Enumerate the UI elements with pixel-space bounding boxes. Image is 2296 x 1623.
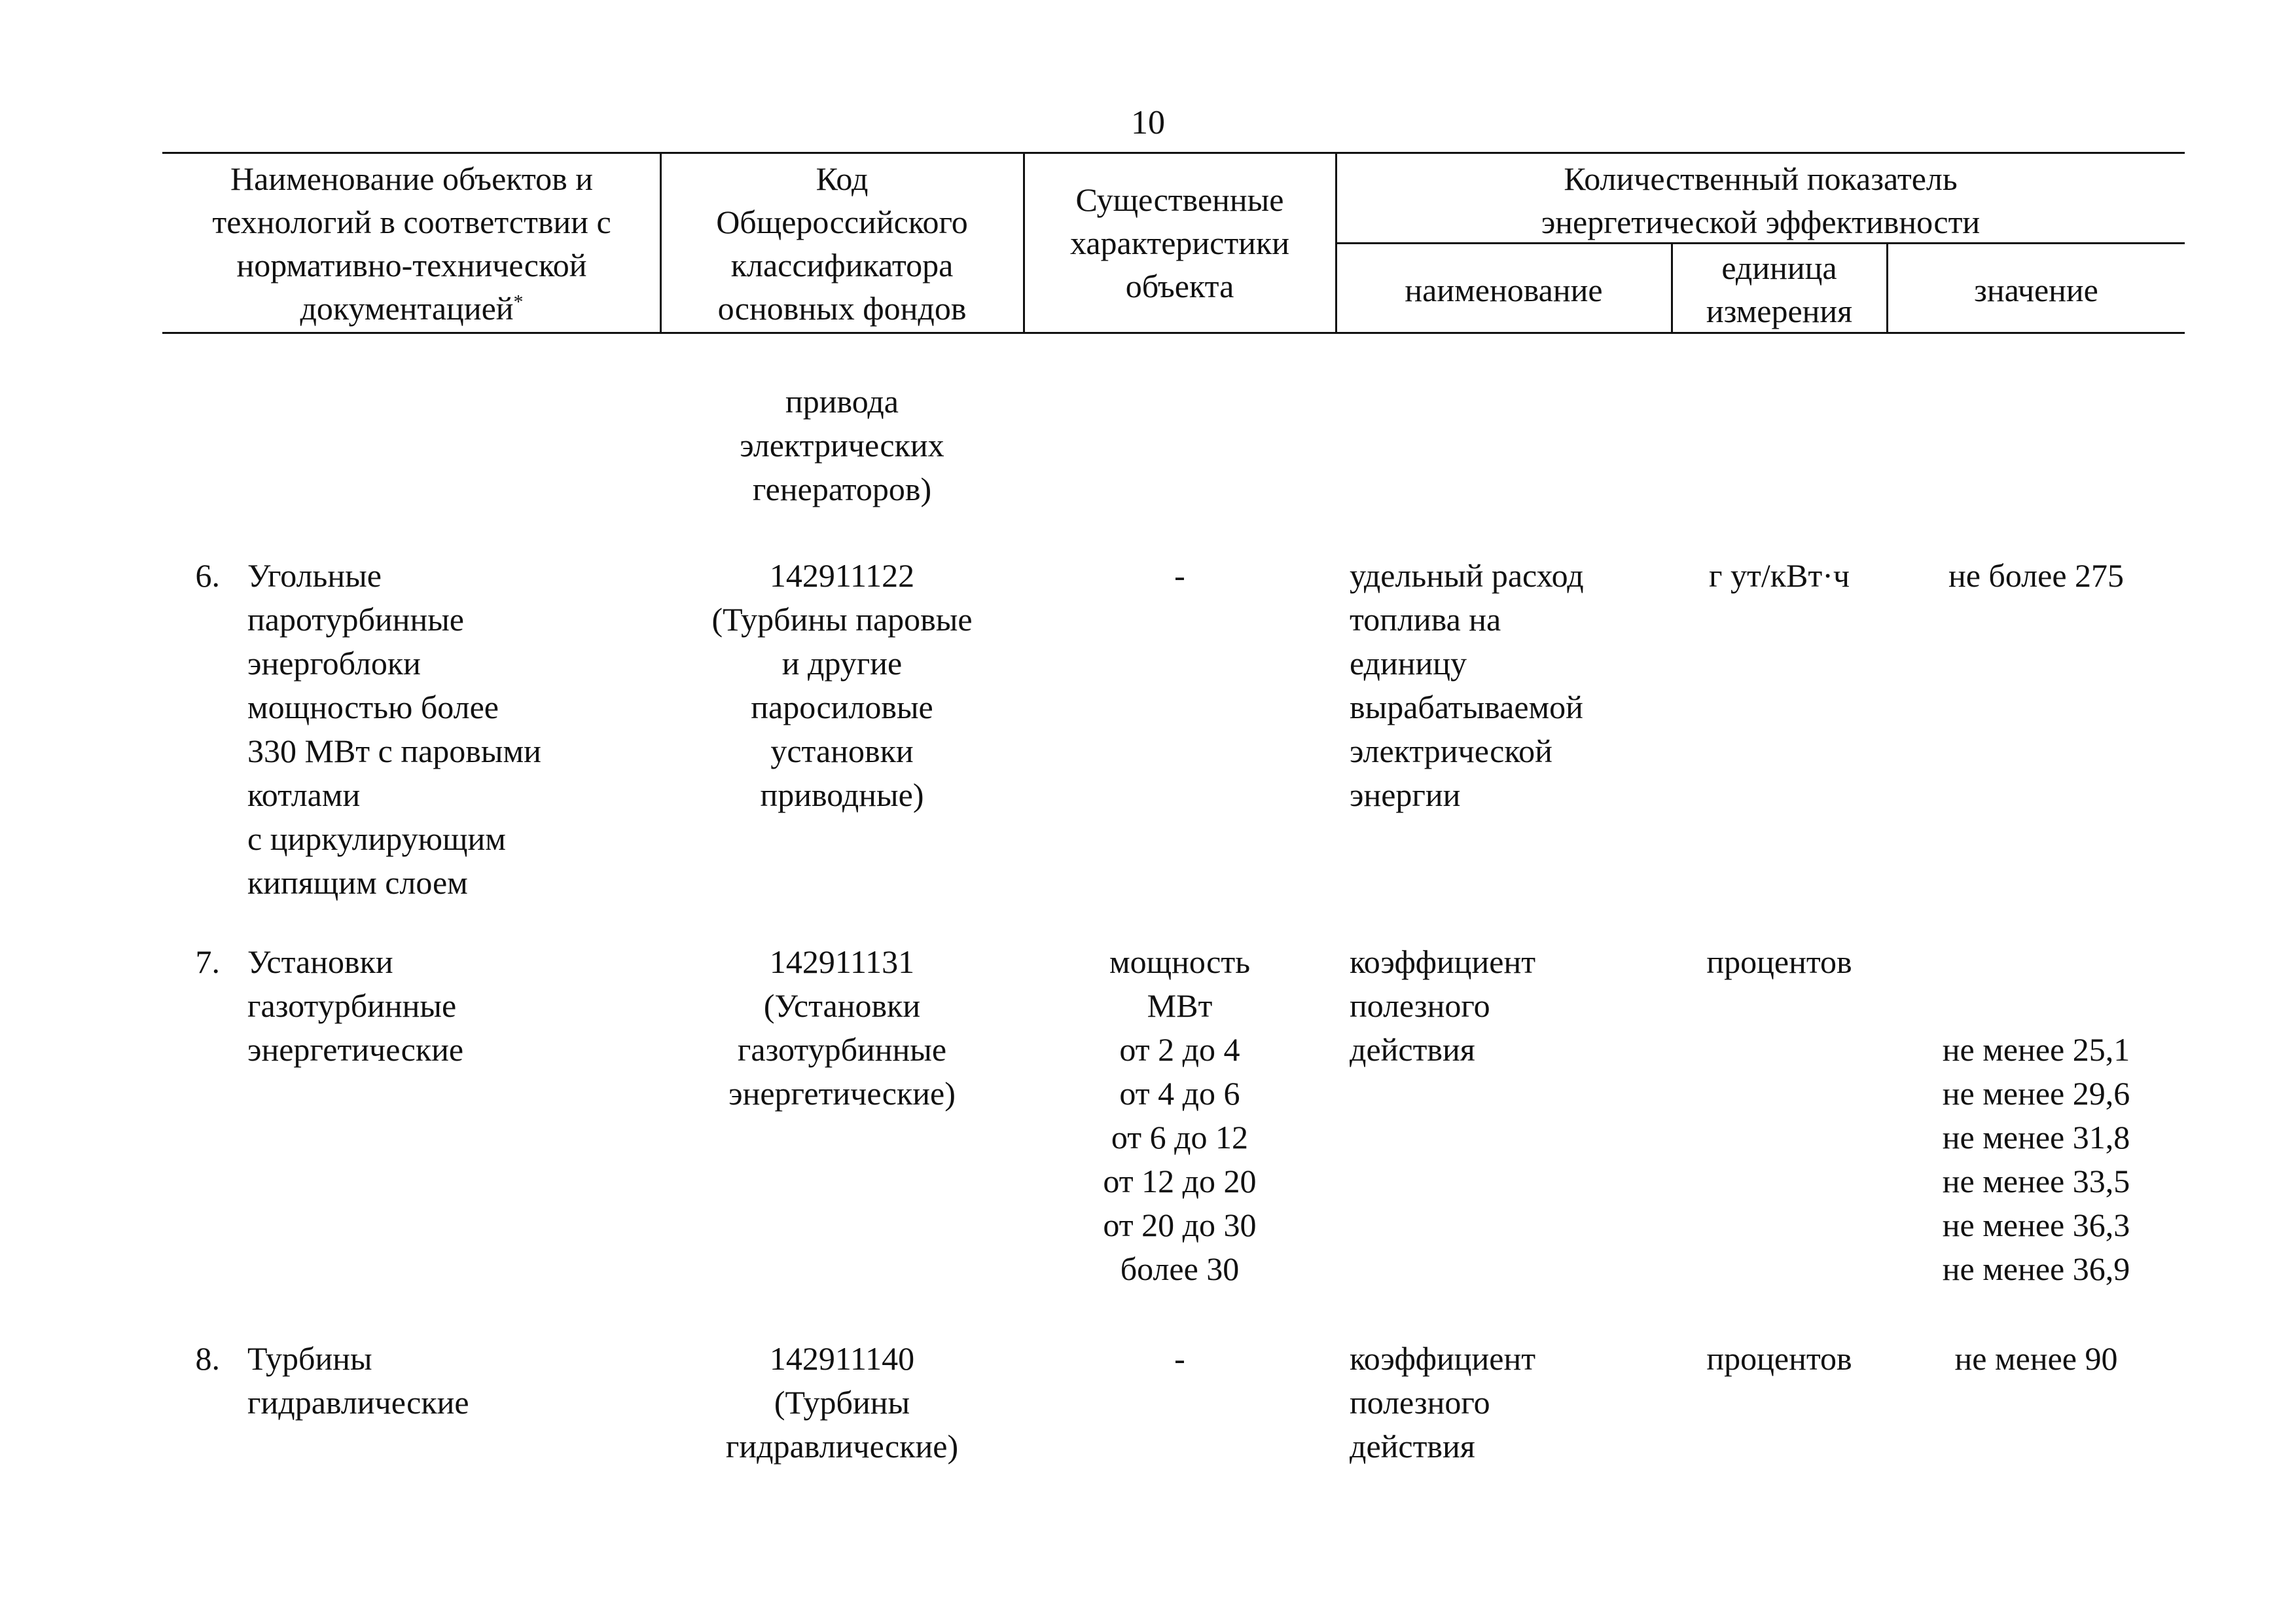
row-unit: процентов — [1706, 943, 1852, 980]
row-indicator-name: удельный расход топлива на единицу вырабатываемой электрической энергии — [1350, 557, 1584, 813]
continuation-code: привода электрических генераторов) — [740, 383, 944, 507]
row-value: не более 275 — [1948, 557, 2125, 594]
header-okof-code: Код Общероссийского классификатора основных фондов — [716, 160, 968, 327]
row-value: не менее 90 — [1954, 1340, 2118, 1377]
row-object-name: Установки газотурбинные энергетические — [247, 943, 464, 1068]
row-unit: процентов — [1706, 1340, 1852, 1377]
header-value: значение — [1974, 272, 2098, 308]
row-number: 6. — [195, 557, 220, 594]
header-indicator-name: наименование — [1405, 272, 1603, 308]
row-okof-code: 142911122 (Турбины паровые и другие паросиловые установки приводные) — [711, 557, 973, 813]
row-characteristics: - — [1174, 557, 1185, 594]
row-indicator-name: коэффициент полезного действия — [1350, 1340, 1536, 1465]
row-number: 7. — [195, 943, 220, 980]
table-top-rule — [162, 152, 2185, 154]
row-indicator-name: коэффициент полезного действия — [1350, 943, 1536, 1068]
row-object-name: Угольные паротурбинные энергоблоки мощностью более 330 МВт с паровыми котлами с циркулирующим кипящим слоем — [247, 557, 541, 901]
header-unit: единица измерения — [1706, 249, 1853, 329]
row-unit: г ут/кВт·ч — [1708, 557, 1850, 594]
row-okof-code: 142911140 (Турбины гидравлические) — [725, 1340, 959, 1465]
row-object-name: Турбины гидравлические — [247, 1340, 469, 1421]
row-okof-code: 142911131 (Установки газотурбинные энергетические) — [728, 943, 956, 1112]
footnote-mark: * — [513, 291, 524, 313]
page-number: 10 — [1131, 104, 1165, 141]
header-efficiency-group: Количественный показатель энергетической эффективности — [1541, 160, 1981, 240]
header-characteristics: Существенные характеристики объекта — [1069, 181, 1289, 304]
header-object-name: Наименование объектов и технологий в соответствии с нормативно-технической документацией* — [212, 160, 611, 327]
row-number: 8. — [195, 1340, 220, 1377]
row-value: не менее 25,1 не менее 29,6 не менее 31,8 не менее 33,5 не менее 36,3 не менее 36,9 — [1942, 1031, 2130, 1287]
row-characteristics: - — [1174, 1340, 1185, 1377]
row-characteristics: мощность МВт от 2 до 4 от 4 до 6 от 6 до 12 от 12 до 20 от 20 до 30 более 30 — [1103, 943, 1257, 1287]
